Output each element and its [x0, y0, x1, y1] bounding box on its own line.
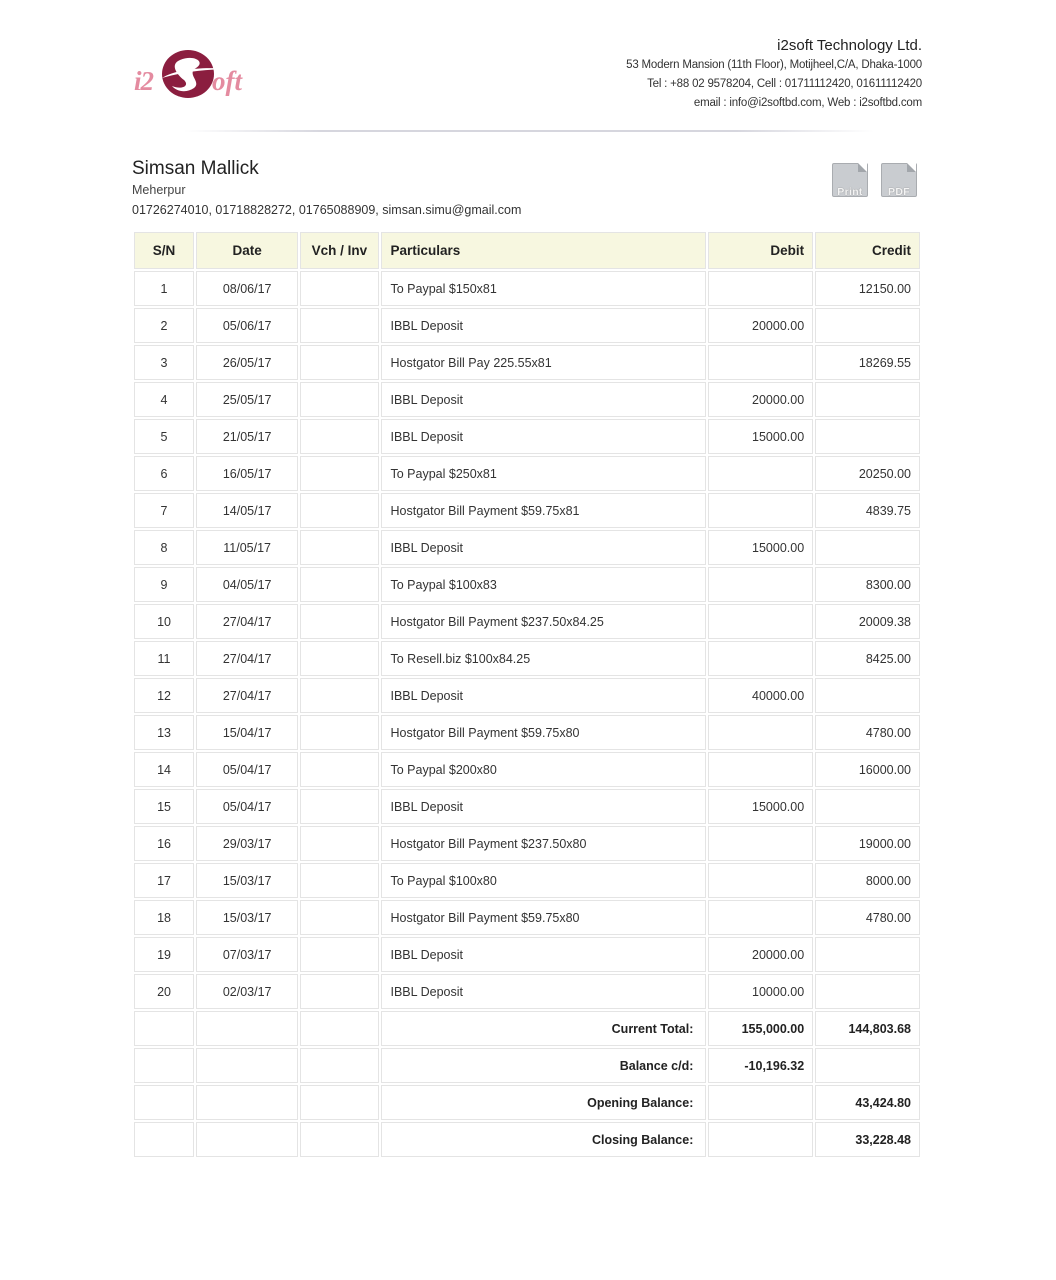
summary-empty-cell [134, 1011, 194, 1046]
cell-debit [708, 826, 813, 861]
table-row [134, 567, 920, 602]
cell-date: 04/05/17 [196, 567, 298, 602]
cell-debit [708, 715, 813, 750]
cell-vch [300, 937, 378, 972]
summary-empty-cell [300, 1048, 378, 1083]
cell-vch [300, 530, 378, 565]
cell-vch [300, 752, 378, 787]
cell-sn: 16 [134, 826, 194, 861]
cell-credit: 4780.00 [815, 715, 920, 750]
summary-debit: -10,196.32 [708, 1048, 813, 1083]
cell-sn: 15 [134, 789, 194, 824]
cell-debit [708, 863, 813, 898]
col-header-particulars: Particulars [381, 232, 707, 269]
cell-credit: 4839.75 [815, 493, 920, 528]
customer-info [132, 157, 521, 221]
cell-particulars: To Paypal $100x83 [381, 567, 707, 602]
cell-credit [815, 419, 920, 454]
cell-vch [300, 678, 378, 713]
cell-vch [300, 974, 378, 1009]
table-row [134, 826, 920, 861]
cell-sn: 14 [134, 752, 194, 787]
summary-row [134, 1085, 920, 1120]
summary-empty-cell [134, 1122, 194, 1157]
cell-credit [815, 382, 920, 417]
cell-vch [300, 456, 378, 491]
cell-sn: 1 [134, 271, 194, 306]
summary-label: Balance c/d: [381, 1048, 707, 1083]
ledger-body [134, 271, 920, 1157]
cell-particulars: Hostgator Bill Payment $59.75x80 [381, 900, 707, 935]
table-row [134, 308, 920, 343]
cell-date: 27/04/17 [196, 641, 298, 676]
cell-debit [708, 456, 813, 491]
cell-sn: 4 [134, 382, 194, 417]
table-row [134, 863, 920, 898]
col-header-credit: Credit [815, 232, 920, 269]
summary-label: Opening Balance: [381, 1085, 707, 1120]
cell-vch [300, 900, 378, 935]
cell-credit: 8425.00 [815, 641, 920, 676]
print-label: Print [837, 186, 863, 198]
cell-sn: 18 [134, 900, 194, 935]
cell-date: 27/04/17 [196, 678, 298, 713]
summary-empty-cell [196, 1011, 298, 1046]
cell-vch [300, 863, 378, 898]
cell-credit [815, 308, 920, 343]
cell-sn: 3 [134, 345, 194, 380]
table-row [134, 641, 920, 676]
cell-particulars: Hostgator Bill Payment $237.50x84.25 [381, 604, 707, 639]
cell-vch [300, 789, 378, 824]
cell-credit [815, 974, 920, 1009]
cell-date: 15/03/17 [196, 863, 298, 898]
table-row [134, 271, 920, 306]
cell-date: 15/04/17 [196, 715, 298, 750]
cell-date: 21/05/17 [196, 419, 298, 454]
header-divider [184, 130, 874, 132]
cell-particulars: IBBL Deposit [381, 530, 707, 565]
table-row [134, 530, 920, 565]
cell-credit: 8300.00 [815, 567, 920, 602]
summary-credit: 43,424.80 [815, 1085, 920, 1120]
cell-credit: 16000.00 [815, 752, 920, 787]
cell-credit [815, 937, 920, 972]
cell-debit: 40000.00 [708, 678, 813, 713]
table-row [134, 974, 920, 1009]
cell-vch [300, 493, 378, 528]
cell-sn: 10 [134, 604, 194, 639]
pdf-button[interactable] [879, 163, 919, 203]
cell-date: 27/04/17 [196, 604, 298, 639]
cell-sn: 2 [134, 308, 194, 343]
customer-name: Simsan Mallick [132, 158, 259, 179]
cell-particulars: To Paypal $100x80 [381, 863, 707, 898]
company-phones: Tel : +88 02 9578204, Cell : 01711112420, 01611112420 [647, 78, 922, 90]
company-name: i2soft Technology Ltd. [777, 37, 922, 54]
summary-empty-cell [134, 1048, 194, 1083]
table-row [134, 789, 920, 824]
cell-credit [815, 678, 920, 713]
company-info [626, 36, 922, 113]
summary-empty-cell [300, 1011, 378, 1046]
summary-label: Closing Balance: [381, 1122, 707, 1157]
cell-vch [300, 826, 378, 861]
cell-credit: 18269.55 [815, 345, 920, 380]
table-row [134, 493, 920, 528]
cell-sn: 5 [134, 419, 194, 454]
cell-credit [815, 530, 920, 565]
cell-debit [708, 345, 813, 380]
cell-vch [300, 382, 378, 417]
col-header-date: Date [196, 232, 298, 269]
cell-vch [300, 641, 378, 676]
cell-sn: 19 [134, 937, 194, 972]
cell-debit [708, 641, 813, 676]
cell-debit [708, 752, 813, 787]
company-logo [132, 48, 272, 104]
summary-debit [708, 1122, 813, 1157]
cell-sn: 12 [134, 678, 194, 713]
cell-sn: 7 [134, 493, 194, 528]
cell-vch [300, 271, 378, 306]
cell-vch [300, 308, 378, 343]
cell-credit: 19000.00 [815, 826, 920, 861]
summary-row [134, 1048, 920, 1083]
cell-vch [300, 604, 378, 639]
cell-sn: 11 [134, 641, 194, 676]
cell-particulars: IBBL Deposit [381, 789, 707, 824]
cell-debit [708, 493, 813, 528]
table-row [134, 752, 920, 787]
summary-empty-cell [134, 1085, 194, 1120]
customer-contact: 01726274010, 01718828272, 01765088909, simsan.simu@gmail.com [132, 203, 522, 217]
summary-debit: 155,000.00 [708, 1011, 813, 1046]
table-row [134, 419, 920, 454]
cell-credit: 20250.00 [815, 456, 920, 491]
cell-sn: 8 [134, 530, 194, 565]
cell-vch [300, 345, 378, 380]
table-row [134, 604, 920, 639]
cell-debit: 15000.00 [708, 419, 813, 454]
cell-date: 05/06/17 [196, 308, 298, 343]
cell-particulars: To Paypal $150x81 [381, 271, 707, 306]
cell-date: 26/05/17 [196, 345, 298, 380]
col-header-debit: Debit [708, 232, 813, 269]
cell-date: 02/03/17 [196, 974, 298, 1009]
cell-particulars: Hostgator Bill Payment $237.50x80 [381, 826, 707, 861]
cell-sn: 20 [134, 974, 194, 1009]
company-address: 53 Modern Mansion (11th Floor), Motijheel,C/A, Dhaka-1000 [626, 59, 922, 71]
customer-city: Meherpur [132, 183, 186, 197]
cell-particulars: IBBL Deposit [381, 308, 707, 343]
cell-credit: 8000.00 [815, 863, 920, 898]
table-row [134, 456, 920, 491]
summary-debit [708, 1085, 813, 1120]
cell-sn: 13 [134, 715, 194, 750]
cell-date: 07/03/17 [196, 937, 298, 972]
cell-date: 16/05/17 [196, 456, 298, 491]
table-row [134, 900, 920, 935]
cell-vch [300, 419, 378, 454]
cell-credit: 20009.38 [815, 604, 920, 639]
summary-credit: 33,228.48 [815, 1122, 920, 1157]
table-row [134, 345, 920, 380]
cell-particulars: IBBL Deposit [381, 678, 707, 713]
table-row [134, 678, 920, 713]
cell-date: 29/03/17 [196, 826, 298, 861]
cell-particulars: IBBL Deposit [381, 382, 707, 417]
summary-label: Current Total: [381, 1011, 707, 1046]
cell-date: 25/05/17 [196, 382, 298, 417]
summary-credit [815, 1048, 920, 1083]
cell-particulars: To Paypal $250x81 [381, 456, 707, 491]
cell-vch [300, 715, 378, 750]
summary-row [134, 1122, 920, 1157]
print-button[interactable] [830, 163, 870, 203]
logo-wordmark: i2 oft [134, 66, 242, 96]
table-row [134, 937, 920, 972]
cell-particulars: Hostgator Bill Payment $59.75x80 [381, 715, 707, 750]
summary-empty-cell [300, 1122, 378, 1157]
cell-date: 11/05/17 [196, 530, 298, 565]
cell-date: 08/06/17 [196, 271, 298, 306]
cell-date: 05/04/17 [196, 752, 298, 787]
table-row [134, 382, 920, 417]
cell-credit: 12150.00 [815, 271, 920, 306]
cell-debit: 20000.00 [708, 382, 813, 417]
cell-debit [708, 567, 813, 602]
cell-debit [708, 271, 813, 306]
pdf-label: PDF [888, 186, 910, 198]
cell-particulars: Hostgator Bill Payment $59.75x81 [381, 493, 707, 528]
summary-empty-cell [196, 1048, 298, 1083]
col-header-vch: Vch / Inv [300, 232, 378, 269]
cell-credit: 4780.00 [815, 900, 920, 935]
cell-particulars: IBBL Deposit [381, 974, 707, 1009]
col-header-sn: S/N [134, 232, 194, 269]
cell-debit: 20000.00 [708, 308, 813, 343]
summary-row [134, 1011, 920, 1046]
cell-date: 14/05/17 [196, 493, 298, 528]
cell-debit: 10000.00 [708, 974, 813, 1009]
cell-particulars: IBBL Deposit [381, 937, 707, 972]
company-web: email : info@i2softbd.com, Web : i2softbd.com [693, 97, 922, 109]
cell-particulars: To Resell.biz $100x84.25 [381, 641, 707, 676]
cell-debit: 15000.00 [708, 789, 813, 824]
cell-sn: 9 [134, 567, 194, 602]
cell-particulars: To Paypal $200x80 [381, 752, 707, 787]
summary-empty-cell [196, 1122, 298, 1157]
cell-date: 15/03/17 [196, 900, 298, 935]
cell-date: 05/04/17 [196, 789, 298, 824]
summary-credit: 144,803.68 [815, 1011, 920, 1046]
table-row [134, 715, 920, 750]
cell-debit [708, 900, 813, 935]
cell-particulars: IBBL Deposit [381, 419, 707, 454]
cell-particulars: Hostgator Bill Pay 225.55x81 [381, 345, 707, 380]
table-header-row [134, 232, 920, 269]
ledger-table [132, 230, 922, 1159]
summary-empty-cell [300, 1085, 378, 1120]
cell-debit [708, 604, 813, 639]
cell-debit: 15000.00 [708, 530, 813, 565]
cell-sn: 17 [134, 863, 194, 898]
summary-empty-cell [196, 1085, 298, 1120]
cell-vch [300, 567, 378, 602]
cell-debit: 20000.00 [708, 937, 813, 972]
cell-credit [815, 789, 920, 824]
cell-sn: 6 [134, 456, 194, 491]
